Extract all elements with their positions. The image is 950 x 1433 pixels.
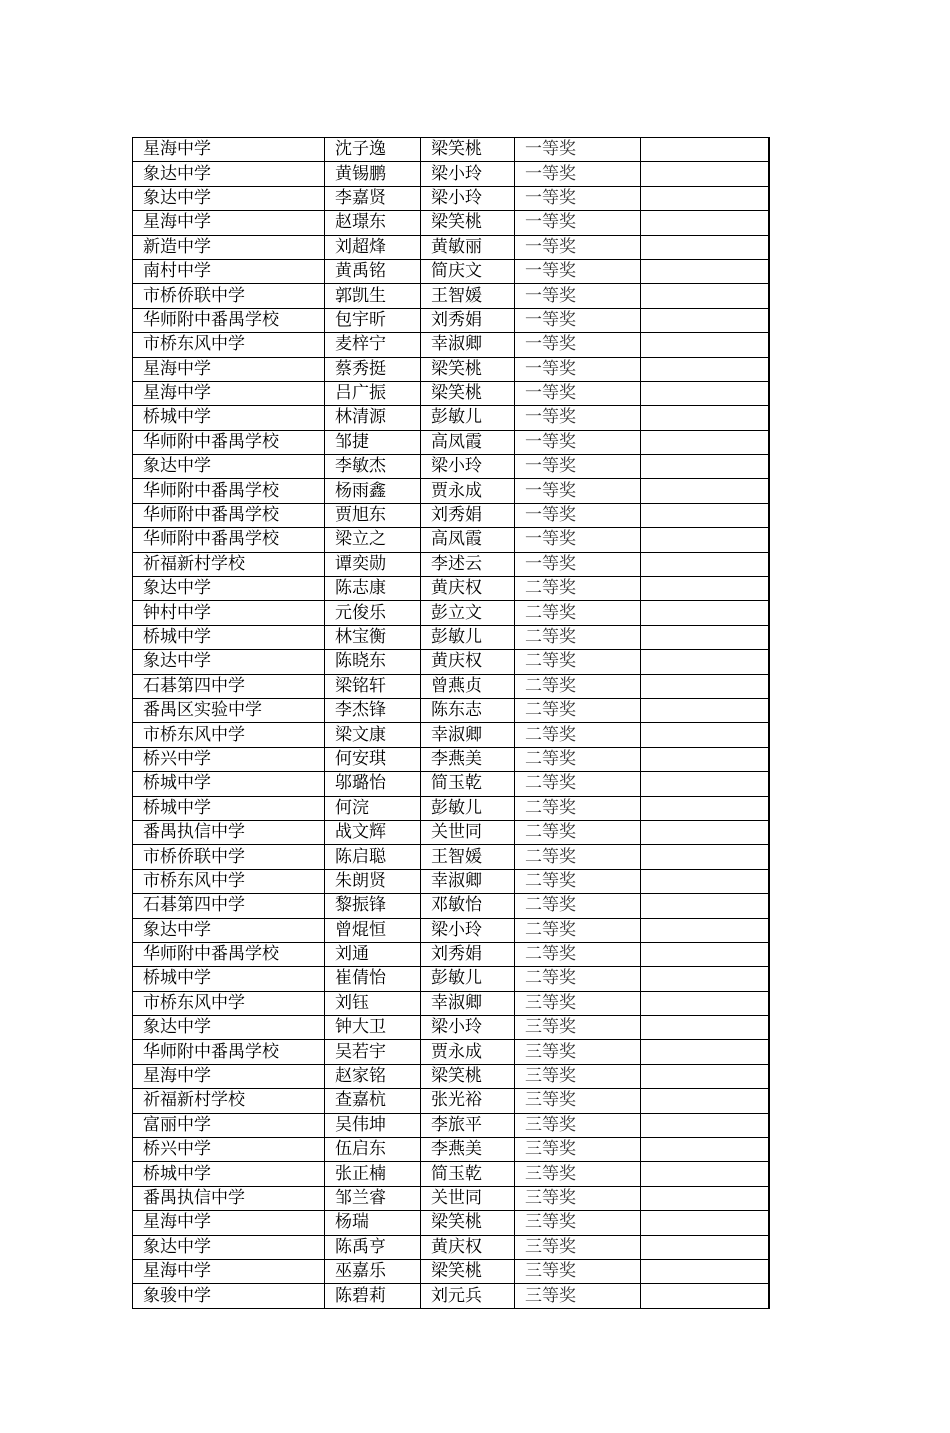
student-cell: 黄禹铭 [325, 259, 421, 283]
note-cell [641, 503, 769, 527]
award-cell: 一等奖 [515, 479, 641, 503]
table-row [133, 698, 769, 722]
award-table [132, 137, 770, 1309]
note-cell [641, 698, 769, 722]
teacher-cell: 关世同 [421, 1186, 515, 1210]
student-cell: 邬璐怡 [325, 772, 421, 796]
table-row [133, 1138, 769, 1162]
teacher-cell: 彭立文 [421, 601, 515, 625]
teacher-cell: 彭敏儿 [421, 796, 515, 820]
teacher-cell: 梁笑桃 [421, 1211, 515, 1235]
student-cell: 陈禹亨 [325, 1235, 421, 1259]
note-cell [641, 845, 769, 869]
teacher-cell: 梁小玲 [421, 918, 515, 942]
school-cell: 星海中学 [133, 1064, 325, 1088]
school-cell: 华师附中番禺学校 [133, 503, 325, 527]
table-row [133, 1040, 769, 1064]
note-cell [641, 1113, 769, 1137]
award-cell: 三等奖 [515, 1089, 641, 1113]
student-cell: 巫嘉乐 [325, 1259, 421, 1283]
note-cell [641, 577, 769, 601]
award-cell: 二等奖 [515, 845, 641, 869]
table-row [133, 991, 769, 1015]
table-row [133, 259, 769, 283]
table-row [133, 820, 769, 844]
note-cell [641, 1284, 769, 1308]
student-cell: 陈碧莉 [325, 1284, 421, 1308]
student-cell: 何浣 [325, 796, 421, 820]
note-cell [641, 381, 769, 405]
award-cell: 一等奖 [515, 357, 641, 381]
award-cell: 三等奖 [515, 1211, 641, 1235]
school-cell: 富丽中学 [133, 1113, 325, 1137]
teacher-cell: 幸淑卿 [421, 991, 515, 1015]
teacher-cell: 陈东志 [421, 698, 515, 722]
award-cell: 三等奖 [515, 991, 641, 1015]
school-cell: 桥兴中学 [133, 747, 325, 771]
school-cell: 桥城中学 [133, 406, 325, 430]
note-cell [641, 333, 769, 357]
table-row [133, 381, 769, 405]
award-cell: 一等奖 [515, 259, 641, 283]
student-cell: 陈志康 [325, 577, 421, 601]
student-cell: 包宇昕 [325, 308, 421, 332]
table-row [133, 479, 769, 503]
school-cell: 象骏中学 [133, 1284, 325, 1308]
table-row [133, 1162, 769, 1186]
student-cell: 朱朗贤 [325, 869, 421, 893]
table-row [133, 918, 769, 942]
note-cell [641, 869, 769, 893]
table-row [133, 284, 769, 308]
table-row [133, 333, 769, 357]
table-row [133, 1089, 769, 1113]
school-cell: 华师附中番禺学校 [133, 430, 325, 454]
teacher-cell: 刘元兵 [421, 1284, 515, 1308]
note-cell [641, 430, 769, 454]
table-row [133, 674, 769, 698]
school-cell: 祈福新村学校 [133, 552, 325, 576]
student-cell: 李敏杰 [325, 455, 421, 479]
teacher-cell: 梁小玲 [421, 455, 515, 479]
teacher-cell: 梁笑桃 [421, 138, 515, 162]
school-cell: 石碁第四中学 [133, 674, 325, 698]
table-row [133, 577, 769, 601]
note-cell [641, 650, 769, 674]
student-cell: 梁文康 [325, 723, 421, 747]
award-cell: 二等奖 [515, 747, 641, 771]
student-cell: 李杰锋 [325, 698, 421, 722]
teacher-cell: 贾永成 [421, 1040, 515, 1064]
teacher-cell: 梁笑桃 [421, 1064, 515, 1088]
award-cell: 二等奖 [515, 894, 641, 918]
teacher-cell: 李燕美 [421, 1138, 515, 1162]
table-row [133, 552, 769, 576]
student-cell: 杨雨鑫 [325, 479, 421, 503]
table-row [133, 967, 769, 991]
school-cell: 星海中学 [133, 357, 325, 381]
note-cell [641, 186, 769, 210]
student-cell: 黄锡鹏 [325, 162, 421, 186]
award-cell: 一等奖 [515, 333, 641, 357]
school-cell: 星海中学 [133, 211, 325, 235]
school-cell: 象达中学 [133, 186, 325, 210]
note-cell [641, 723, 769, 747]
school-cell: 华师附中番禺学校 [133, 528, 325, 552]
school-cell: 象达中学 [133, 918, 325, 942]
note-cell [641, 967, 769, 991]
note-cell [641, 991, 769, 1015]
table-row [133, 1186, 769, 1210]
teacher-cell: 高凤霞 [421, 528, 515, 552]
award-cell: 三等奖 [515, 1186, 641, 1210]
student-cell: 刘通 [325, 942, 421, 966]
teacher-cell: 彭敏儿 [421, 967, 515, 991]
table-row [133, 430, 769, 454]
school-cell: 象达中学 [133, 577, 325, 601]
student-cell: 谭奕勋 [325, 552, 421, 576]
school-cell: 星海中学 [133, 138, 325, 162]
table-row [133, 1016, 769, 1040]
award-cell: 一等奖 [515, 381, 641, 405]
teacher-cell: 幸淑卿 [421, 723, 515, 747]
award-cell: 二等奖 [515, 918, 641, 942]
teacher-cell: 幸淑卿 [421, 869, 515, 893]
student-cell: 邹捷 [325, 430, 421, 454]
award-cell: 一等奖 [515, 162, 641, 186]
award-cell: 一等奖 [515, 406, 641, 430]
note-cell [641, 601, 769, 625]
note-cell [641, 138, 769, 162]
note-cell [641, 918, 769, 942]
school-cell: 桥城中学 [133, 772, 325, 796]
student-cell: 崔倩怡 [325, 967, 421, 991]
school-cell: 桥兴中学 [133, 1138, 325, 1162]
student-cell: 杨瑞 [325, 1211, 421, 1235]
student-cell: 蔡秀挺 [325, 357, 421, 381]
teacher-cell: 刘秀娟 [421, 942, 515, 966]
note-cell [641, 479, 769, 503]
award-cell: 一等奖 [515, 455, 641, 479]
teacher-cell: 曾燕贞 [421, 674, 515, 698]
student-cell: 李嘉贤 [325, 186, 421, 210]
student-cell: 麦梓宁 [325, 333, 421, 357]
teacher-cell: 简玉乾 [421, 772, 515, 796]
teacher-cell: 张光裕 [421, 1089, 515, 1113]
table-row [133, 772, 769, 796]
school-cell: 华师附中番禺学校 [133, 1040, 325, 1064]
award-cell: 一等奖 [515, 235, 641, 259]
award-cell: 三等奖 [515, 1113, 641, 1137]
student-cell: 伍启东 [325, 1138, 421, 1162]
award-cell: 二等奖 [515, 967, 641, 991]
award-cell: 二等奖 [515, 869, 641, 893]
note-cell [641, 747, 769, 771]
table-row [133, 211, 769, 235]
note-cell [641, 894, 769, 918]
student-cell: 赵璟东 [325, 211, 421, 235]
student-cell: 陈晓东 [325, 650, 421, 674]
teacher-cell: 彭敏儿 [421, 406, 515, 430]
teacher-cell: 李旅平 [421, 1113, 515, 1137]
student-cell: 陈启聪 [325, 845, 421, 869]
award-cell: 一等奖 [515, 211, 641, 235]
teacher-cell: 黄敏丽 [421, 235, 515, 259]
award-cell: 二等奖 [515, 674, 641, 698]
award-cell: 一等奖 [515, 552, 641, 576]
school-cell: 象达中学 [133, 162, 325, 186]
note-cell [641, 235, 769, 259]
award-cell: 一等奖 [515, 308, 641, 332]
teacher-cell: 贾永成 [421, 479, 515, 503]
table-row [133, 1211, 769, 1235]
award-cell: 三等奖 [515, 1016, 641, 1040]
student-cell: 张正楠 [325, 1162, 421, 1186]
note-cell [641, 942, 769, 966]
teacher-cell: 梁小玲 [421, 162, 515, 186]
table-row [133, 894, 769, 918]
school-cell: 番禺执信中学 [133, 820, 325, 844]
table-row [133, 186, 769, 210]
award-cell: 一等奖 [515, 430, 641, 454]
teacher-cell: 王智媛 [421, 845, 515, 869]
table-row [133, 625, 769, 649]
teacher-cell: 李述云 [421, 552, 515, 576]
award-cell: 三等奖 [515, 1235, 641, 1259]
teacher-cell: 黄庆权 [421, 1235, 515, 1259]
note-cell [641, 308, 769, 332]
school-cell: 钟村中学 [133, 601, 325, 625]
school-cell: 象达中学 [133, 1235, 325, 1259]
student-cell: 贾旭东 [325, 503, 421, 527]
note-cell [641, 820, 769, 844]
teacher-cell: 幸淑卿 [421, 333, 515, 357]
student-cell: 林清源 [325, 406, 421, 430]
note-cell [641, 1138, 769, 1162]
award-cell: 三等奖 [515, 1162, 641, 1186]
note-cell [641, 625, 769, 649]
award-cell: 三等奖 [515, 1284, 641, 1308]
school-cell: 象达中学 [133, 1016, 325, 1040]
school-cell: 市桥东风中学 [133, 333, 325, 357]
teacher-cell: 梁笑桃 [421, 381, 515, 405]
table-row [133, 723, 769, 747]
teacher-cell: 邓敏怡 [421, 894, 515, 918]
note-cell [641, 162, 769, 186]
table-row [133, 1064, 769, 1088]
school-cell: 华师附中番禺学校 [133, 479, 325, 503]
student-cell: 元俊乐 [325, 601, 421, 625]
teacher-cell: 梁笑桃 [421, 211, 515, 235]
school-cell: 桥城中学 [133, 796, 325, 820]
note-cell [641, 1235, 769, 1259]
table-row [133, 308, 769, 332]
teacher-cell: 梁小玲 [421, 1016, 515, 1040]
teacher-cell: 梁笑桃 [421, 1259, 515, 1283]
student-cell: 吴伟坤 [325, 1113, 421, 1137]
award-cell: 二等奖 [515, 698, 641, 722]
award-cell: 一等奖 [515, 528, 641, 552]
table-row [133, 503, 769, 527]
note-cell [641, 796, 769, 820]
note-cell [641, 1186, 769, 1210]
award-cell: 二等奖 [515, 625, 641, 649]
table-row [133, 942, 769, 966]
teacher-cell: 刘秀娟 [421, 503, 515, 527]
school-cell: 市桥东风中学 [133, 991, 325, 1015]
school-cell: 华师附中番禺学校 [133, 942, 325, 966]
teacher-cell: 黄庆权 [421, 650, 515, 674]
note-cell [641, 406, 769, 430]
school-cell: 新造中学 [133, 235, 325, 259]
table-row [133, 1113, 769, 1137]
student-cell: 梁立之 [325, 528, 421, 552]
table-row [133, 869, 769, 893]
student-cell: 查嘉杭 [325, 1089, 421, 1113]
award-cell: 二等奖 [515, 772, 641, 796]
award-cell: 二等奖 [515, 650, 641, 674]
note-cell [641, 284, 769, 308]
award-cell: 三等奖 [515, 1138, 641, 1162]
teacher-cell: 梁小玲 [421, 186, 515, 210]
school-cell: 石碁第四中学 [133, 894, 325, 918]
award-cell: 一等奖 [515, 138, 641, 162]
student-cell: 刘钰 [325, 991, 421, 1015]
student-cell: 何安琪 [325, 747, 421, 771]
student-cell: 郭凯生 [325, 284, 421, 308]
teacher-cell: 简庆文 [421, 259, 515, 283]
student-cell: 钟大卫 [325, 1016, 421, 1040]
teacher-cell: 梁笑桃 [421, 357, 515, 381]
school-cell: 市桥侨联中学 [133, 284, 325, 308]
table-row [133, 138, 769, 162]
table-row [133, 747, 769, 771]
student-cell: 沈子逸 [325, 138, 421, 162]
note-cell [641, 552, 769, 576]
table-row [133, 1284, 769, 1308]
award-cell: 二等奖 [515, 601, 641, 625]
school-cell: 星海中学 [133, 1211, 325, 1235]
note-cell [641, 1259, 769, 1283]
note-cell [641, 1064, 769, 1088]
school-cell: 桥城中学 [133, 625, 325, 649]
student-cell: 邹兰睿 [325, 1186, 421, 1210]
student-cell: 曾焜恒 [325, 918, 421, 942]
school-cell: 象达中学 [133, 650, 325, 674]
student-cell: 林宝衡 [325, 625, 421, 649]
school-cell: 番禺执信中学 [133, 1186, 325, 1210]
student-cell: 黎振锋 [325, 894, 421, 918]
note-cell [641, 455, 769, 479]
note-cell [641, 211, 769, 235]
teacher-cell: 刘秀娟 [421, 308, 515, 332]
award-cell: 三等奖 [515, 1064, 641, 1088]
award-cell: 一等奖 [515, 503, 641, 527]
school-cell: 华师附中番禺学校 [133, 308, 325, 332]
note-cell [641, 259, 769, 283]
school-cell: 番禺区实验中学 [133, 698, 325, 722]
student-cell: 刘超烽 [325, 235, 421, 259]
teacher-cell: 简玉乾 [421, 1162, 515, 1186]
note-cell [641, 674, 769, 698]
note-cell [641, 1089, 769, 1113]
student-cell: 吕广振 [325, 381, 421, 405]
school-cell: 祈福新村学校 [133, 1089, 325, 1113]
teacher-cell: 黄庆权 [421, 577, 515, 601]
school-cell: 市桥东风中学 [133, 723, 325, 747]
note-cell [641, 1040, 769, 1064]
table-row [133, 528, 769, 552]
table-row [133, 601, 769, 625]
student-cell: 战文辉 [325, 820, 421, 844]
teacher-cell: 王智媛 [421, 284, 515, 308]
table-row [133, 357, 769, 381]
table-row [133, 1235, 769, 1259]
table-row [133, 162, 769, 186]
award-cell: 二等奖 [515, 577, 641, 601]
teacher-cell: 高凤霞 [421, 430, 515, 454]
school-cell: 星海中学 [133, 381, 325, 405]
table-row [133, 235, 769, 259]
award-cell: 三等奖 [515, 1040, 641, 1064]
student-cell: 梁铭轩 [325, 674, 421, 698]
award-table-body [133, 138, 769, 1309]
school-cell: 市桥东风中学 [133, 869, 325, 893]
table-row [133, 406, 769, 430]
school-cell: 桥城中学 [133, 967, 325, 991]
award-cell: 二等奖 [515, 820, 641, 844]
teacher-cell: 李燕美 [421, 747, 515, 771]
note-cell [641, 772, 769, 796]
award-cell: 一等奖 [515, 284, 641, 308]
award-cell: 三等奖 [515, 1259, 641, 1283]
table-row [133, 455, 769, 479]
table-row [133, 1259, 769, 1283]
student-cell: 赵家铭 [325, 1064, 421, 1088]
note-cell [641, 1162, 769, 1186]
table-row [133, 796, 769, 820]
school-cell: 南村中学 [133, 259, 325, 283]
note-cell [641, 1211, 769, 1235]
school-cell: 市桥侨联中学 [133, 845, 325, 869]
award-cell: 二等奖 [515, 796, 641, 820]
award-cell: 二等奖 [515, 723, 641, 747]
award-cell: 二等奖 [515, 942, 641, 966]
note-cell [641, 528, 769, 552]
student-cell: 吴若宇 [325, 1040, 421, 1064]
award-cell: 一等奖 [515, 186, 641, 210]
table-row [133, 845, 769, 869]
table-row [133, 650, 769, 674]
school-cell: 星海中学 [133, 1259, 325, 1283]
note-cell [641, 1016, 769, 1040]
note-cell [641, 357, 769, 381]
school-cell: 象达中学 [133, 455, 325, 479]
school-cell: 桥城中学 [133, 1162, 325, 1186]
teacher-cell: 彭敏儿 [421, 625, 515, 649]
teacher-cell: 关世同 [421, 820, 515, 844]
